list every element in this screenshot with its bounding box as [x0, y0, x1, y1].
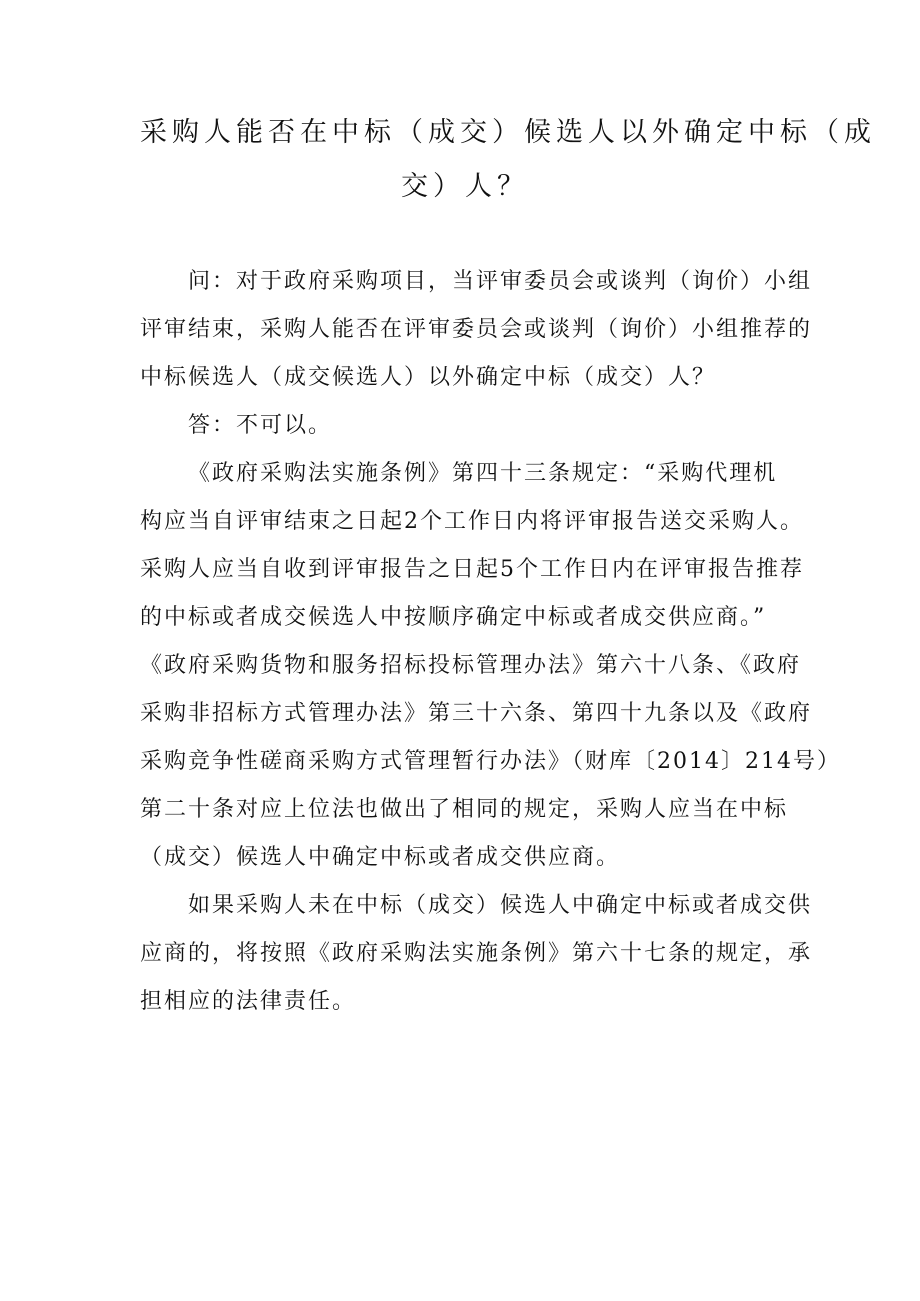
consequence-line: 担相应的法律责任。	[140, 989, 357, 1014]
question-line: 中标候选人（成交候选人）以外确定中标（成交）人？	[140, 365, 717, 390]
regulation-line: （成交）候选人中确定中标或者成交供应商。	[140, 845, 621, 870]
answer-paragraph	[140, 402, 790, 450]
title-line-1: 采购人能否在中标（成交）候选人以外确定中标（成	[140, 117, 876, 148]
question-paragraph	[140, 258, 813, 402]
regulation-line: 构应当自评审结束之日起2个工作日内将评审报告送交采购人。	[140, 509, 804, 534]
regulation-line: 的中标或者成交候选人中按顺序确定中标或者成交供应商。”	[140, 605, 767, 630]
title-line-2: 交）人？	[401, 171, 529, 202]
regulation-paragraph	[140, 450, 841, 882]
document-body	[140, 258, 841, 1026]
regulation-line: 采购非招标方式管理办法》第三十六条、第四十九条以及《政府	[140, 701, 813, 726]
regulation-line: 《政府采购法实施条例》第四十三条规定：“采购代理机	[188, 461, 778, 486]
regulation-line: 《政府采购货物和服务招标投标管理办法》第六十八条、《政府	[140, 653, 802, 678]
consequence-line: 如果采购人未在中标（成交）候选人中确定中标或者成交供	[188, 893, 813, 918]
consequence-paragraph	[140, 882, 813, 1026]
regulation-line: 采购人应当自收到评审报告之日起5个工作日内在评审报告推荐	[140, 557, 804, 582]
consequence-line: 应商的，将按照《政府采购法实施条例》第六十七条的规定，承	[140, 941, 813, 966]
document-title	[140, 106, 876, 214]
question-line: 问：对于政府采购项目，当评审委员会或谈判（询价）小组	[188, 269, 813, 294]
regulation-line: 第二十条对应上位法也做出了相同的规定，采购人应当在中标	[140, 797, 789, 822]
answer-line: 答：不可以。	[188, 413, 333, 438]
regulation-line: 采购竞争性磋商采购方式管理暂行办法》（财库〔2014〕214号）	[140, 749, 841, 774]
question-line: 评审结束，采购人能否在评审委员会或谈判（询价）小组推荐的	[140, 317, 813, 342]
